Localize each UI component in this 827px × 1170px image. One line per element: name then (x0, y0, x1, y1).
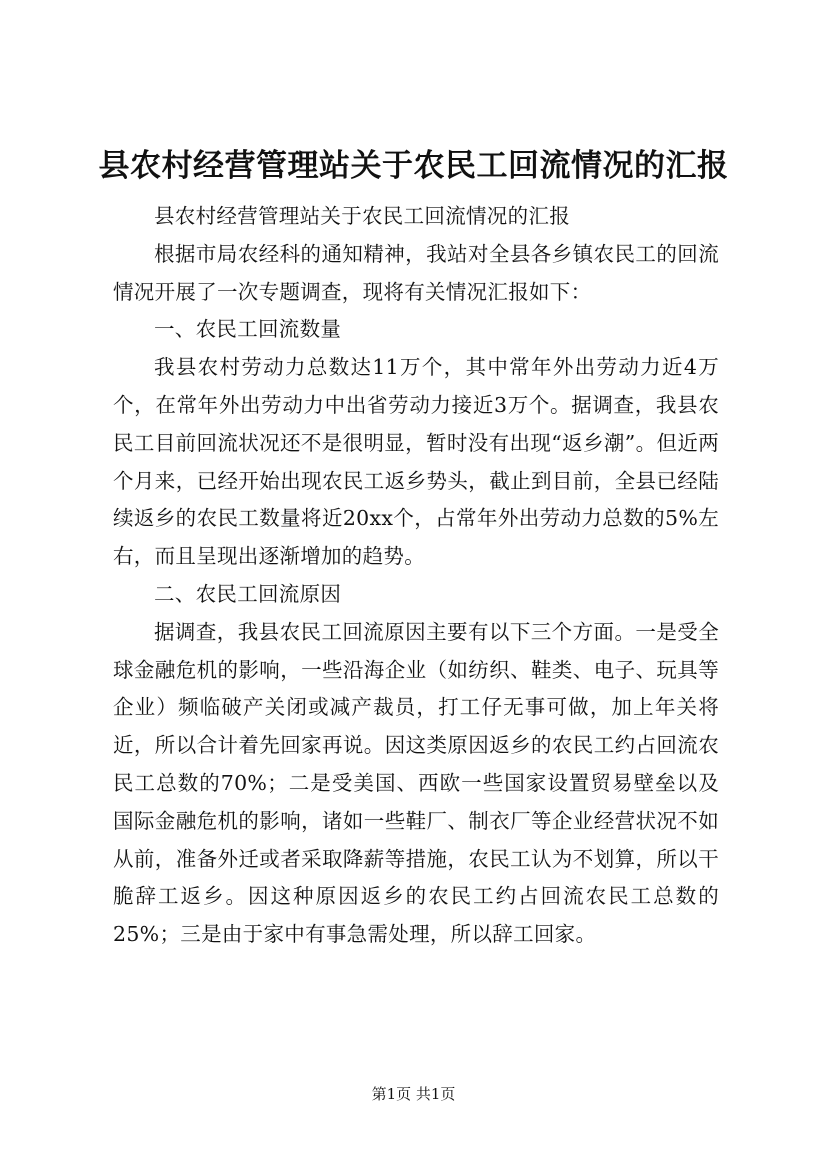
subtitle-paragraph: 县农村经营管理站关于农民工回流情况的汇报 (154, 204, 570, 228)
section-heading-1: 一、农民工回流数量 (154, 317, 342, 342)
reasons-paragraph: 据调查，我县农民工回流原因主要有以下三个方面。一是受全球金融危机的影响，一些沿海企业（如纺织、鞋类、电子、玩具等企业）频临破产关闭或减产裁员，打工仔无事可做，加上年关将近，所以合计着先回家再说。因这类原因返乡的农民工约占回流农民工总数的70%；二是受美国、西欧一些国家设置贸易壁垒以及国际金融危机的影响，诸如一些鞋厂、制衣厂等企业经营状况不如从前，准备外迁或者采取降薪等措施，农民工认为不划算，所以干脆辞工返乡。因这种原因返乡的农民工约占回流农民工总数的25%；三是由于家中有事急需处理，所以辞工回家。 (113, 619, 719, 947)
document-body (113, 198, 719, 954)
section-heading-2: 二、农民工回流原因 (154, 581, 342, 606)
intro-paragraph: 根据市局农经科的通知精神，我站对全县各乡镇农民工的回流情况开展了一次专题调查，现将有关情况汇报如下： (113, 241, 719, 304)
quantity-paragraph: 我县农村劳动力总数达11万个，其中常年外出劳动力近4万个，在常年外出劳动力中出省劳动力接近3万个。据调查，我县农民工目前回流状况还不是很明显，暂时没有出现“返乡潮”。但近两个月来，已经开始出现农民工返乡势头，截止到目前，全县已经陆续返乡的农民工数量将近20xx个，占常年外出劳动力总数的5%左右，而且呈现出逐渐增加的趋势。 (113, 355, 719, 569)
page-footer: 第1页 共1页 (371, 1085, 456, 1103)
document-title: 县农村经营管理站关于农民工回流情况的汇报 (98, 148, 729, 184)
